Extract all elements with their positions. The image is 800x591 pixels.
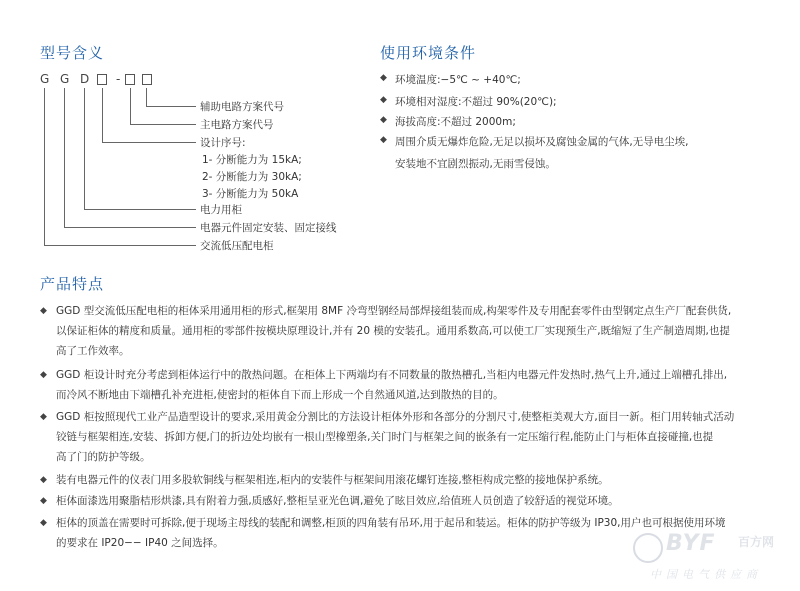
- code-box-1: [97, 74, 107, 85]
- feature-item: ◆ 柜体面漆选用聚脂桔形烘漆,具有附着力强,质感好,整柜呈亚光色调,避免了眩目效应,给值班人员创造了较舒适的视觉环境。: [40, 491, 780, 511]
- code-letter-2: G: [60, 72, 70, 86]
- diamond-bullet-icon: ◆: [40, 370, 47, 380]
- conditions-title: 使用环境条件: [380, 44, 477, 62]
- diamond-bullet-icon: ◆: [380, 115, 387, 125]
- tree-line-h-3: [102, 142, 196, 143]
- code-dash: -: [116, 72, 121, 86]
- diamond-bullet-icon: ◆: [40, 518, 47, 528]
- diamond-bullet-icon: ◆: [380, 95, 387, 105]
- feature-item: ◆ 柜体的顶盖在需要时可拆除,便于现场主母线的装配和调整,柜顶的四角装有吊环,用于起吊和装运。柜体的防护等级为 IP30,用户也可根据使用环境 的要求在 IP20−− IP40 之间选择。: [40, 513, 780, 553]
- tree-line-h-6: [44, 245, 196, 246]
- tree-line-v-5: [130, 88, 131, 124]
- model-label-breaking-1: 1- 分断能力为 15kA;: [202, 154, 302, 166]
- model-label-ac-lowvoltage: 交流低压配电柜: [200, 240, 274, 252]
- model-label-aux-circuit: 辅助电路方案代号: [200, 101, 284, 113]
- diamond-bullet-icon: ◆: [40, 306, 47, 316]
- diamond-bullet-icon: ◆: [40, 412, 47, 422]
- feature-item: ◆ GGD 柜按照现代工业产品造型设计的要求,采用黄金分割比的方法设计柜体外形和各部分的分割尺寸,使整柜美观大方,面目一新。柜门用转轴式活动 铰链与框架相连,安装、拆卸方便,门的折边处均嵌有一根山型橡塑条,关门时门与框架之间的嵌条有一定压缩行程,能防止门与柜体直接碰撞,也提 高了门的防护等级。: [40, 407, 780, 467]
- tree-line-v-6: [146, 88, 147, 106]
- tree-line-v-1: [44, 88, 45, 245]
- watermark-brand-cn: 百方网: [738, 535, 775, 549]
- watermark-logo-icon: [633, 533, 663, 563]
- diamond-bullet-icon: ◆: [380, 73, 387, 83]
- model-label-breaking-2: 2- 分断能力为 30kA;: [202, 171, 302, 183]
- model-label-main-circuit: 主电路方案代号: [200, 119, 274, 131]
- diamond-bullet-icon: ◆: [40, 475, 47, 485]
- code-letter-3: D: [80, 72, 90, 86]
- tree-line-v-4: [102, 88, 103, 142]
- watermark-brand: BYF: [666, 531, 716, 556]
- tree-line-h-1: [146, 106, 196, 107]
- code-box-3: [142, 74, 152, 85]
- model-title: 型号含义: [40, 44, 105, 62]
- tree-line-v-2: [64, 88, 65, 227]
- tree-line-h-4: [84, 209, 196, 210]
- features-title: 产品特点: [40, 275, 105, 293]
- tree-line-h-5: [64, 227, 196, 228]
- tree-line-h-2: [130, 124, 196, 125]
- feature-item: ◆ GGD 柜设计时充分考虑到柜体运行中的散热问题。在柜体上下两端均有不同数量的散热槽孔,当柜内电器元件发热时,热气上升,通过上端槽孔排出, 而冷风不断地由下端槽孔补充进柜,使密封的柜体自下而上形成一个自然通风道,达到散热的目的。: [40, 365, 780, 405]
- diamond-bullet-icon: ◆: [40, 496, 47, 506]
- model-label-power-cabinet: 电力用柜: [200, 204, 242, 216]
- diamond-bullet-icon: ◆: [380, 135, 387, 145]
- code-letter-1: G: [40, 72, 50, 86]
- model-label-fixed-install: 电器元件固定安装、固定接线: [200, 222, 337, 234]
- feature-item: ◆ GGD 型交流低压配电柜的柜体采用通用柜的形式,框架用 8MF 冷弯型钢经局部焊接组装而成,构架零件及专用配套零件由型钢定点生产厂配套供货, 以保证柜体的精度和质量。通用柜的零部件按模块原理设计,并有 20 模的安装孔。通用系数高,可以使工厂实现预生产,既缩短了生产制造周期,也提 高了工作效率。: [40, 301, 780, 361]
- code-box-2: [125, 74, 135, 85]
- tree-line-v-3: [84, 88, 85, 209]
- model-label-design-serial: 设计序号:: [200, 137, 246, 149]
- watermark-tagline: 中国电气供应商: [650, 568, 762, 581]
- model-label-breaking-3: 3- 分断能力为 50kA: [202, 188, 299, 200]
- feature-item: ◆ 装有电器元件的仪表门用多股软铜线与框架相连,柜内的安装件与框架间用滚花螺钉连接,整柜构成完整的接地保护系统。: [40, 470, 780, 490]
